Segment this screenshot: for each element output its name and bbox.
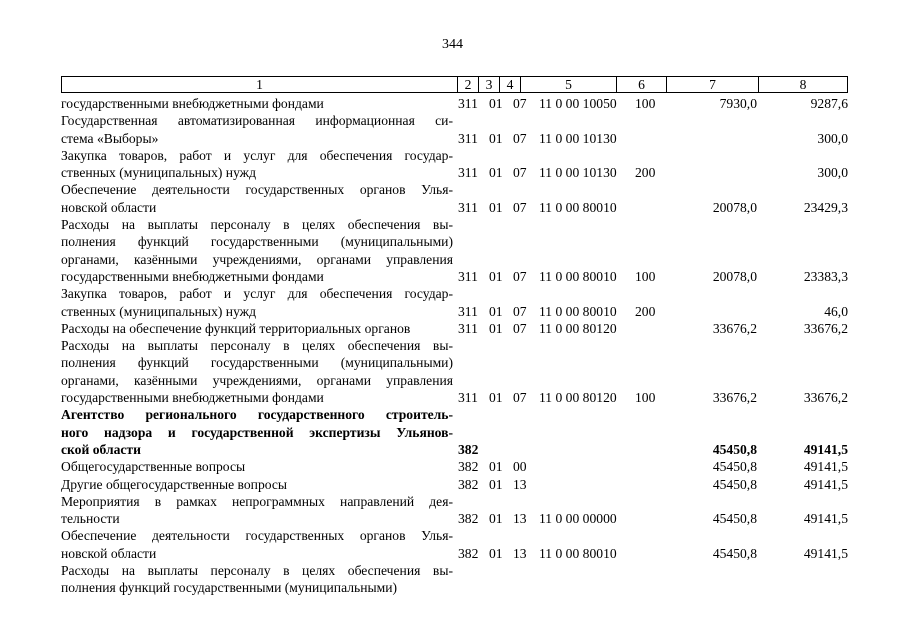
description-line: новской области — [61, 545, 157, 561]
cell-c6: 100 — [635, 268, 656, 284]
table-row — [0, 95, 905, 112]
description-line: Закупка товаров, работ и услуг для обеспечения государ- — [61, 147, 453, 163]
row-description — [61, 320, 453, 337]
cell-c7: 33676,2 — [712, 320, 757, 336]
cell-c3: 01 — [489, 476, 503, 492]
cell-c6: 100 — [635, 96, 656, 111]
cell-c3: 01 — [489, 511, 503, 527]
description-line: государственными внебюджетными фондами — [61, 390, 324, 406]
description-line: органами, казёнными учреждениями, органами управления — [61, 372, 453, 388]
cell-c3: 01 — [489, 165, 503, 181]
cell-c2: 311 — [458, 130, 478, 146]
cell-c5: 11 0 00 80010 — [539, 303, 617, 319]
cell-c3: 01 — [489, 268, 503, 284]
table-row — [0, 112, 905, 147]
description-line: Расходы на выплаты персоналу в целях обеспечения вы- — [61, 338, 453, 354]
cell-c2: 382 — [458, 459, 479, 475]
cell-c7: 45450,8 — [712, 459, 757, 475]
description-line: полнения функций государственными (муниципальными) — [61, 234, 453, 250]
table-row — [0, 527, 905, 562]
cell-c4: 07 — [513, 268, 527, 284]
cell-c5: 11 0 00 10130 — [539, 165, 617, 181]
description-line: новской области — [61, 199, 157, 215]
cell-c2: 311 — [458, 303, 478, 319]
cell-c5: 11 0 00 80010 — [539, 268, 617, 284]
cell-c2: 382 — [458, 545, 479, 561]
cell-c2: 382 — [458, 511, 479, 527]
cell-c3: 01 — [489, 320, 503, 336]
cell-c2: 311 — [458, 390, 478, 406]
table-row — [0, 406, 905, 458]
cell-c5: 11 0 00 80120 — [539, 390, 617, 406]
table-row — [0, 562, 905, 597]
header-col-4: 4 — [499, 77, 520, 92]
cell-c4: 13 — [513, 545, 527, 561]
cell-c4: 00 — [513, 459, 527, 475]
cell-c3: 01 — [489, 96, 503, 111]
table-row — [0, 320, 905, 337]
header-col-7: 7 — [666, 77, 758, 92]
description-line: Обеспечение деятельности государственных органов Улья- — [61, 182, 453, 198]
cell-c3: 01 — [489, 130, 503, 146]
cell-c8: 49141,5 — [803, 545, 848, 561]
table-body — [0, 95, 905, 597]
description-line: Другие общегосударственные вопросы — [61, 476, 288, 492]
cell-c8: 9287,6 — [810, 96, 848, 111]
row-description — [61, 406, 453, 458]
cell-c3: 01 — [489, 199, 503, 215]
header-col-1: 1 — [256, 77, 263, 92]
row-description — [61, 476, 453, 493]
cell-c4: 07 — [513, 320, 527, 336]
description-line: Общегосударственные вопросы — [61, 459, 246, 475]
description-line: тельности — [61, 511, 120, 527]
description-line: полнения функций государственными (муниципальными) — [61, 355, 453, 371]
header-col-6: 6 — [616, 77, 666, 92]
table-row — [0, 337, 905, 406]
row-description — [61, 112, 453, 147]
cell-c8: 300,0 — [817, 130, 848, 146]
cell-c2: 311 — [458, 199, 478, 215]
row-description — [61, 493, 453, 528]
description-line: Мероприятия в рамках непрограммных направлений дея- — [61, 493, 453, 509]
table-row — [0, 147, 905, 182]
table-row — [0, 476, 905, 493]
table-row — [0, 216, 905, 285]
row-description — [61, 181, 453, 216]
cell-c2: 311 — [458, 320, 478, 336]
cell-c6: 100 — [635, 390, 656, 406]
cell-c7: 7930,0 — [719, 96, 757, 111]
cell-c6: 200 — [635, 165, 656, 181]
cell-c4: 07 — [513, 303, 527, 319]
cell-c8: 33676,2 — [803, 320, 848, 336]
cell-c8: 23383,3 — [803, 268, 848, 284]
cell-c5: 11 0 00 80010 — [539, 199, 617, 215]
row-description — [61, 527, 453, 562]
cell-c7: 33676,2 — [712, 390, 757, 406]
description-line: Закупка товаров, работ и услуг для обеспечения государ- — [61, 286, 453, 302]
header-col-5: 5 — [520, 77, 616, 92]
cell-c4: 13 — [513, 511, 527, 527]
cell-c2: 311 — [458, 268, 478, 284]
table-header — [61, 76, 848, 93]
description-line: органами, казёнными учреждениями, органами управления — [61, 251, 453, 267]
row-description — [61, 337, 453, 406]
cell-c5: 11 0 00 80010 — [539, 545, 617, 561]
cell-c2: 311 — [458, 96, 478, 111]
cell-c8: 23429,3 — [803, 199, 848, 215]
cell-c5: 11 0 00 10130 — [539, 130, 617, 146]
row-description — [61, 216, 453, 285]
cell-c8: 49141,5 — [803, 441, 848, 457]
row-description — [61, 147, 453, 182]
table-row — [0, 458, 905, 475]
description-line: полнения функций государственными (муниципальными) — [61, 580, 398, 596]
cell-c7: 45450,8 — [712, 476, 757, 492]
description-line: государственными внебюджетными фондами — [61, 268, 324, 284]
description-line: Государственная автоматизированная информационная си- — [61, 113, 453, 129]
cell-c2: 382 — [458, 441, 479, 457]
header-col-8: 8 — [758, 77, 847, 92]
cell-c4: 07 — [513, 165, 527, 181]
cell-c5: 11 0 00 80120 — [539, 320, 617, 336]
row-description — [61, 95, 453, 112]
cell-c8: 300,0 — [817, 165, 848, 181]
cell-c3: 01 — [489, 545, 503, 561]
description-line: стема «Выборы» — [61, 130, 159, 146]
cell-c2: 382 — [458, 476, 479, 492]
cell-c3: 01 — [489, 459, 503, 475]
cell-c3: 01 — [489, 303, 503, 319]
header-col-3: 3 — [478, 77, 499, 92]
cell-c4: 13 — [513, 476, 527, 492]
cell-c7: 20078,0 — [712, 268, 757, 284]
description-line: Обеспечение деятельности государственных органов Улья- — [61, 528, 453, 544]
row-description — [61, 562, 453, 597]
cell-c4: 07 — [513, 199, 527, 215]
cell-c8: 49141,5 — [803, 511, 848, 527]
cell-c5: 11 0 00 10050 — [539, 96, 617, 111]
row-description — [61, 285, 453, 320]
cell-c8: 46,0 — [824, 303, 848, 319]
description-line: Расходы на выплаты персоналу в целях обеспечения вы- — [61, 563, 453, 579]
row-description — [61, 458, 453, 475]
cell-c8: 49141,5 — [803, 476, 848, 492]
cell-c4: 07 — [513, 390, 527, 406]
header-col-2: 2 — [457, 77, 478, 92]
description-line: Расходы на выплаты персоналу в целях обеспечения вы- — [61, 217, 453, 233]
cell-c2: 311 — [458, 165, 478, 181]
cell-c5: 11 0 00 00000 — [539, 511, 617, 527]
description-line: ской области — [61, 441, 141, 457]
cell-c7: 45450,8 — [712, 441, 757, 457]
table-row — [0, 285, 905, 320]
cell-c8: 33676,2 — [803, 390, 848, 406]
cell-c4: 07 — [513, 96, 527, 111]
cell-c3: 01 — [489, 390, 503, 406]
cell-c7: 45450,8 — [712, 511, 757, 527]
description-line: ного надзора и государственной экспертизы Ульянов- — [61, 424, 453, 440]
description-line: ственных (муниципальных) нужд — [61, 165, 256, 181]
cell-c4: 07 — [513, 130, 527, 146]
description-line: Агентство регионального государственного строитель- — [61, 407, 453, 423]
description-line: Расходы на обеспечение функций территориальных органов — [61, 320, 411, 336]
description-line: ственных (муниципальных) нужд — [61, 303, 256, 319]
page-number: 344 — [442, 37, 463, 52]
cell-c6: 200 — [635, 303, 656, 319]
table-row — [0, 181, 905, 216]
cell-c8: 49141,5 — [803, 459, 848, 475]
cell-c7: 20078,0 — [712, 199, 757, 215]
table-row — [0, 493, 905, 528]
cell-c7: 45450,8 — [712, 545, 757, 561]
description-line: государственными внебюджетными фондами — [61, 96, 324, 111]
